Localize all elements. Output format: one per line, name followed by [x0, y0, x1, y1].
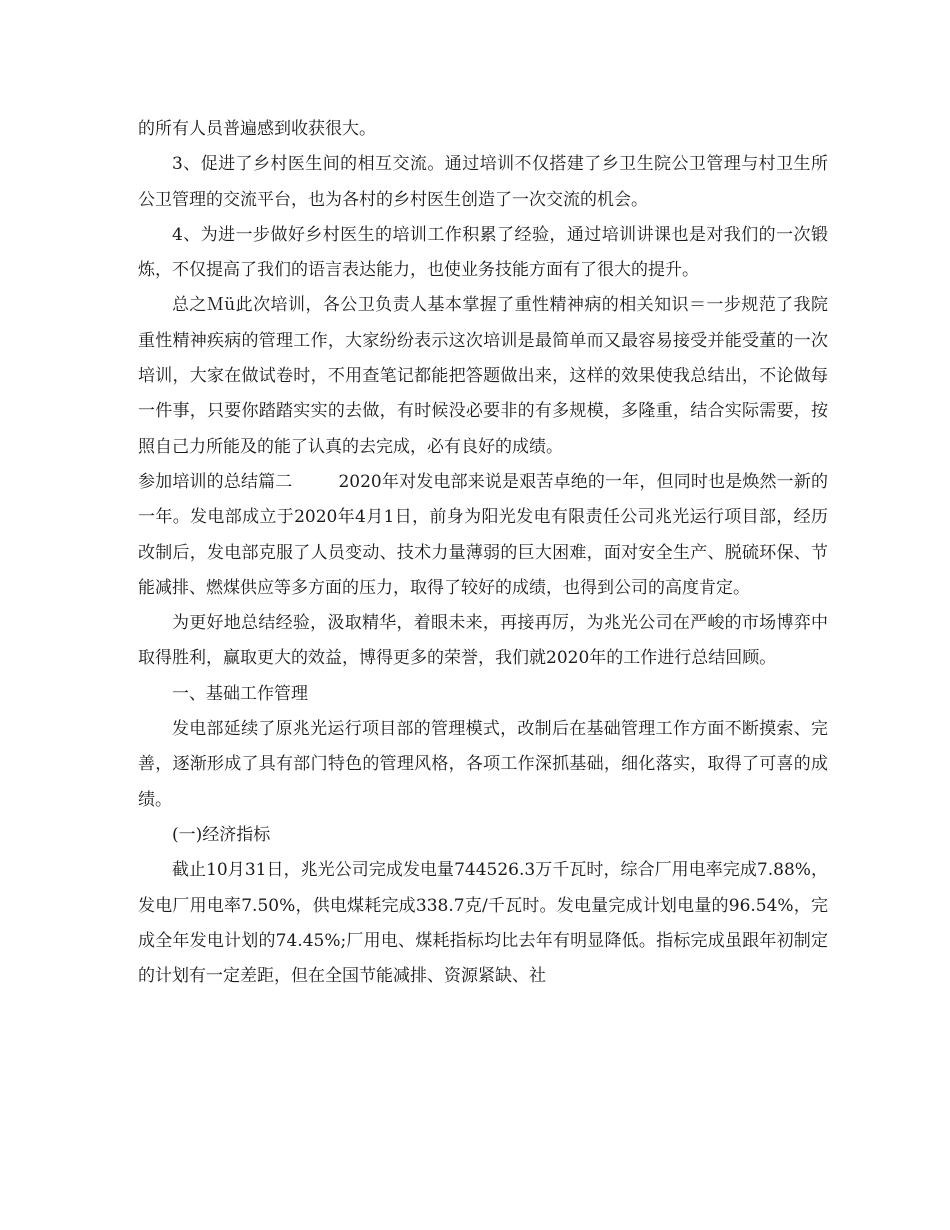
section-heading-basic-management: 一、基础工作管理 [172, 683, 308, 704]
paragraph-6: 为更好地总结经验，汲取精华，着眼未来，再接再厉，为兆光公司在严峻的市场博弈中取得胜利，赢取更大的效益，博得更多的荣誉，我们就2020年的工作进行总结回顾。 [138, 613, 828, 669]
paragraph-10: 截止10月31日，兆光公司完成发电量744526.3万千瓦时，综合厂用电率完成7.88%，发电厂用电率7.50%，供电煤耗完成338.7克/千瓦时。发电量完成计划电量的96.54%，完成全年发电计划的74.45%;厂用电、煤耗指标均比去年有明显降低。指标完成虽跟年初制定的计划有一定差距，但在全国节能减排、资源紧缺、社 [138, 860, 828, 987]
subsection-heading-economic-indicators: (一)经济指标 [172, 824, 271, 845]
paragraph-8: 发电部延续了原兆光运行项目部的管理模式，改制后在基础管理工作方面不断摸索、完善，逐渐形成了具有部门特色的管理风格，各项工作深抓基础，细化落实，取得了可喜的成绩。 [138, 719, 828, 810]
paragraph-5-text: 2020年对发电部来说是艰苦卓绝的一年，但同时也是焕然一新的一年。发电部成立于2020年4月1日，前身为阳光发电有限责任公司兆光运行项目部，经历改制后，发电部克服了人员变动、技术力量薄弱的巨大困难，面对安全生产、脱硫环保、节能减排、燃煤供应等多方面的压力，取得了较好的成绩，也得到公司的高度肯定。 [138, 471, 829, 598]
paragraph-5 [138, 465, 828, 606]
paragraph-1: 的所有人员普遍感到收获很大。 [138, 119, 376, 139]
paragraph-2: 3、促进了乡村医生间的相互交流。通过培训不仅搭建了乡卫生院公卫管理与村卫生所公卫管理的交流平台，也为各村的乡村医生创造了一次交流的机会。 [138, 154, 828, 210]
paragraph-3: 4、为进一步做好乡村医生的培训工作积累了经验，通过培训讲课也是对我们的一次锻炼，不仅提高了我们的语言表达能力，也使业务技能方面有了很大的提升。 [138, 224, 828, 281]
paragraph-4: 总之Ｍü此次培训，各公卫负责人基本掌握了重性精神病的相关知识＝一步规范了我院重性精神疾病的管理工作，大家纷纷表示这次培训是最简单而又最容易接受并能受董的一次培训，大家在做试卷时，不用查笔记都能把答题做出来，这样的效果使我总结出，不论做每一件事，只要你踏踏实实的去做，有时候没必要非的有多规模，多隆重，结合实际需要，按照自己力所能及的能了认真的去完成，必有良好的成绩。 [138, 295, 828, 457]
document-body [138, 112, 828, 994]
section-heading-part-two: 参加培训的总结篇二 [138, 471, 293, 492]
